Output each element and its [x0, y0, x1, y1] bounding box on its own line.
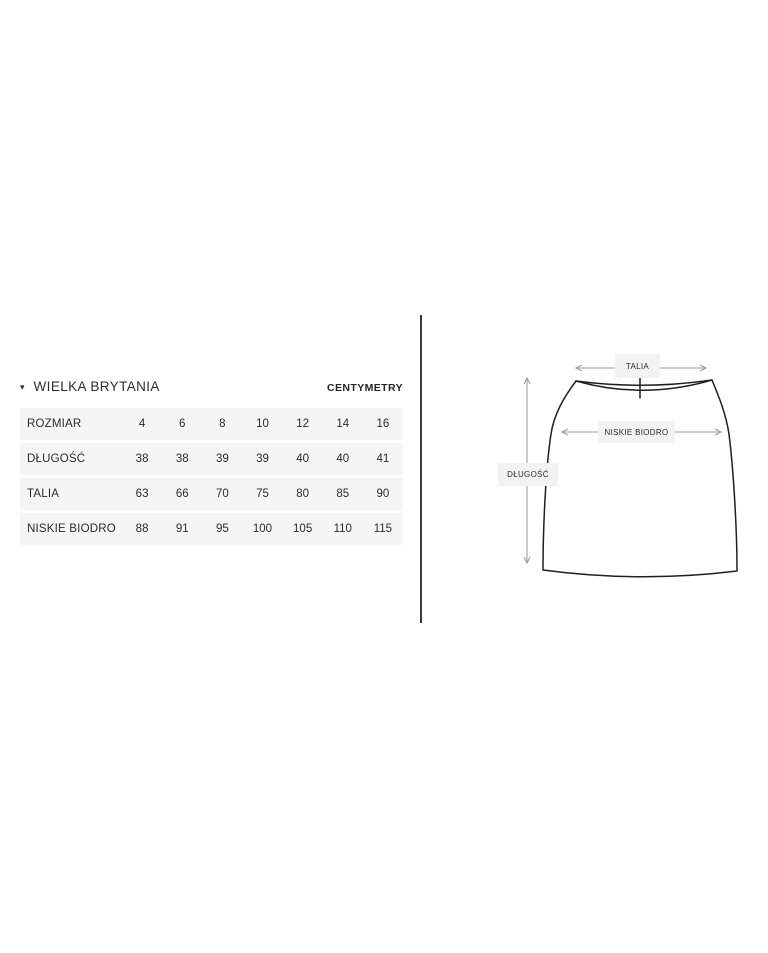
row-label: DŁUGOŚĆ	[27, 453, 86, 465]
measure-cell: 70	[215, 488, 229, 500]
size-cell: 10	[256, 418, 269, 430]
caret-down-icon: ▾	[20, 382, 25, 392]
units-label: CENTYMETRY	[327, 382, 403, 394]
diagram-label-dlugosc: DŁUGOŚĆ	[498, 463, 558, 486]
measure-cell: 100	[252, 523, 273, 535]
row-label: ROZMIAR	[27, 418, 82, 430]
measure-cell: 38	[175, 453, 189, 465]
measure-cell: 110	[333, 523, 352, 535]
measure-cell: 41	[376, 453, 390, 465]
diagram-label-talia: TALIA	[615, 354, 660, 378]
measure-cell: 40	[296, 453, 310, 465]
measure-cell: 80	[296, 488, 310, 500]
table-row-talia	[20, 478, 403, 510]
diagram-label-niskie-biodro: NISKIE BIODRO	[598, 421, 675, 443]
size-cell: 16	[376, 418, 390, 430]
measure-cell: 115	[373, 523, 393, 535]
size-cell: 8	[219, 418, 226, 430]
size-cell: 6	[179, 418, 186, 430]
measure-cell: 88	[135, 523, 149, 535]
measure-cell: 90	[376, 488, 390, 500]
measure-cell: 95	[215, 523, 229, 535]
size-cell: 4	[138, 418, 146, 430]
measure-cell: 40	[336, 453, 350, 465]
region-selector-dropdown[interactable]	[20, 379, 160, 395]
measure-cell: 75	[256, 488, 269, 500]
table-row-dlugosc	[20, 443, 403, 475]
measure-cell: 63	[135, 488, 149, 500]
measure-cell: 105	[293, 523, 313, 535]
row-label: TALIA	[27, 488, 60, 500]
measure-cell: 66	[175, 488, 189, 500]
table-row-rozmiar	[20, 408, 403, 440]
row-label: NISKIE BIODRO	[27, 523, 116, 535]
size-table	[20, 408, 403, 548]
vertical-divider	[420, 315, 422, 623]
measure-cell: 39	[256, 453, 269, 465]
measure-cell: 38	[135, 453, 149, 465]
size-cell: 14	[336, 418, 350, 430]
table-row-niskie-biodro	[20, 513, 403, 545]
skirt-outline	[543, 380, 737, 577]
region-label: WIELKA BRYTANIA	[33, 379, 160, 394]
measure-cell: 39	[215, 453, 229, 465]
size-cell: 12	[296, 418, 310, 430]
measure-cell: 91	[175, 523, 189, 535]
measure-cell: 85	[336, 488, 350, 500]
